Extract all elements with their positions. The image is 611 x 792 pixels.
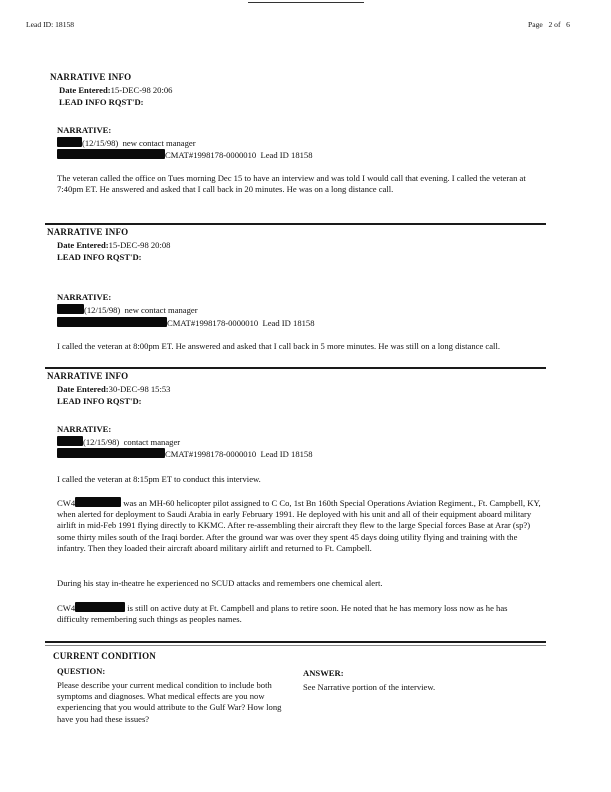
redaction-block: [75, 497, 121, 507]
narrative-label: NARRATIVE:: [57, 424, 112, 434]
section-title: NARRATIVE INFO: [47, 371, 129, 381]
section-title: NARRATIVE INFO: [50, 72, 132, 82]
rank-prefix: CW4: [57, 498, 76, 508]
date-entered: [57, 240, 170, 251]
narrative-line-1: [57, 436, 180, 448]
narrative-line-1: [57, 304, 198, 316]
question-text: Please describe your current medical condition to include both symptoms and diagnoses. What medical effects are you now experiencing that you would attribute to the Gulf War? How long have you had these issues?: [57, 680, 282, 724]
redaction-block: [57, 137, 82, 147]
date-entered-label: Date Entered:: [59, 85, 111, 95]
narrative-line-1-text: (12/15/98) new contact manager: [84, 305, 198, 315]
date-entered-value: 30-DEC-98 15:53: [108, 384, 171, 394]
rank-prefix: CW4: [57, 603, 76, 613]
paragraph-3-first-line: is still on active duty at Ft. Campbell and plans to retire soon. He noted that he has memory loss: [127, 603, 458, 613]
paragraph-3-rest: now as he has difficulty remembering such things as peoples names.: [57, 603, 508, 625]
narrative-label: NARRATIVE:: [57, 125, 112, 135]
narrative-line-1-text: (12/15/98) new contact manager: [82, 138, 196, 148]
redaction-block: [57, 317, 167, 327]
answer-text: See Narrative portion of the interview.: [303, 682, 436, 692]
date-entered-value: 15-DEC-98 20:08: [108, 240, 171, 250]
answer-label: ANSWER:: [303, 668, 344, 678]
date-entered-label: Date Entered:: [57, 240, 109, 250]
narrative-body: I called the veteran at 8:00pm ET. He answered and asked that I call back in 5 more minutes. He was still on a long distance call.: [57, 341, 500, 351]
section-divider-thin: [45, 645, 546, 646]
narrative-line-2: [57, 448, 313, 460]
narrative-paragraph-2: During his stay in-theatre he experienced no SCUD attacks and remembers one chemical alert.: [57, 578, 383, 588]
narrative-line-1-text: (12/15/98) contact manager: [83, 437, 181, 447]
narrative-line-2-text: CMAT#1998178-0000010 Lead ID 18158: [165, 449, 313, 459]
redaction-block: [57, 149, 165, 159]
paragraph-1-first-line: was an MH-60 helicopter pilot assigned to C Co, 1st Bn 160th Special Operations Aviation: [123, 498, 437, 508]
redaction-block: [57, 436, 83, 446]
narrative-line-1: [57, 137, 196, 149]
date-entered: [57, 384, 170, 395]
question-label: QUESTION:: [57, 666, 106, 676]
narrative-intro: I called the veteran at 8:15pm ET to conduct this interview.: [57, 474, 261, 484]
date-entered-label: Date Entered:: [57, 384, 109, 394]
header-top-line: [248, 2, 364, 3]
narrative-paragraph-3: [57, 602, 541, 625]
paragraph-1-rest: Regiment., Ft. Campbell, KY, when alerted for deployment to Saudi Arabia in early February 1991. He deployed with his unit and all of their equipment aboard military airlift in mid-Feb 1991 flying directly to KKMC. After re-assembling their aircraft they flew to the large Special forces Base at Arar (sp?) some thirty miles south of the Iraqi border. After the ground war was over they spent 45 days doing utility flying and training with the infantry. Then they loaded their aircraft aboard military airlift and returned to Ft. Campbell.: [57, 498, 541, 553]
lead-info-rqstd-label: LEAD INFO RQST'D:: [57, 252, 142, 262]
redaction-block: [57, 448, 165, 458]
narrative-body: The veteran called the office on Tues morning Dec 15 to have an interview and was told I would call that evening. I called the veteran at 7:40pm ET. He answered and asked that I call back in 20 minutes. He was on a long distance call.: [57, 173, 526, 195]
narrative-line-2: [57, 317, 315, 329]
section-title: NARRATIVE INFO: [47, 227, 129, 237]
narrative-line-2-text: CMAT#1998178-0000010 Lead ID 18158: [165, 150, 313, 160]
section-divider: [45, 367, 546, 369]
header-page-number: Page 2 of 6: [528, 20, 570, 29]
narrative-line-2-text: CMAT#1998178-0000010 Lead ID 18158: [167, 318, 315, 328]
narrative-paragraph-1: [57, 497, 541, 554]
lead-info-rqstd-label: LEAD INFO RQST'D:: [59, 97, 144, 107]
narrative-line-2: [57, 149, 313, 161]
date-entered: [59, 85, 172, 96]
date-entered-value: 15-DEC-98 20:06: [110, 85, 173, 95]
redaction-block: [75, 602, 125, 612]
current-condition-title: CURRENT CONDITION: [53, 651, 156, 661]
section-divider: [45, 641, 546, 643]
lead-info-rqstd-label: LEAD INFO RQST'D:: [57, 396, 142, 406]
redaction-block: [57, 304, 84, 314]
header-lead-id: Lead ID: 18158: [26, 20, 75, 29]
narrative-label: NARRATIVE:: [57, 292, 112, 302]
section-divider: [45, 223, 546, 225]
